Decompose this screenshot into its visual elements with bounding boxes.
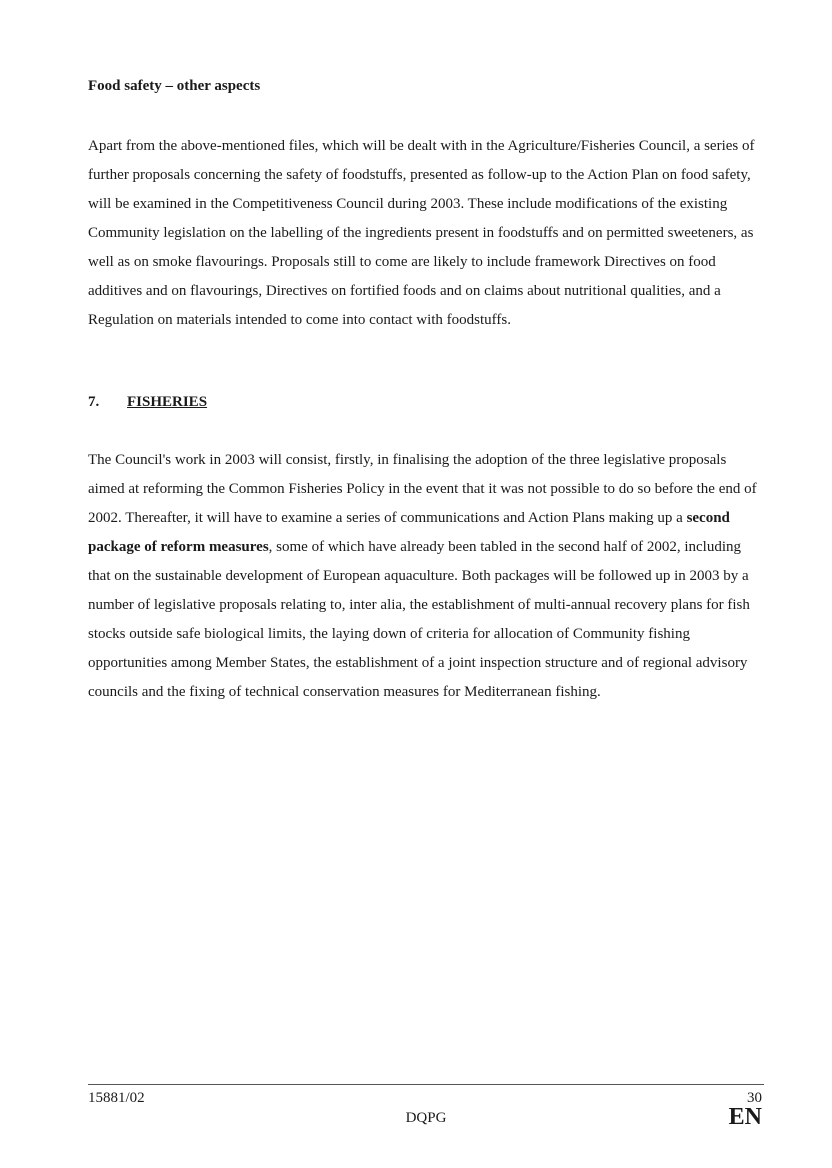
footer-divider <box>88 1084 764 1085</box>
subheading: Food safety – other aspects <box>88 78 261 94</box>
paragraph-fisheries-part2: , some of which have already been tabled in the second half of 2002, including that on the sustainable development of European aquaculture. Both packages will be followed up in 2003 by a number of legislative proposals relating to, inter alia, the establishment of multi-annual recovery plans for fish stocks outside safe biological limits, the laying down of criteria for allocation of Community fishing opportunities among Member States, the establishment of a joint inspection structure and of regional advisory councils and the fixing of technical conservation measures for Mediterranean fishing. <box>88 539 750 700</box>
paragraph-fisheries-part1: The Council's work in 2003 will consist, firstly, in finalising the adoption of the three legislative proposals aimed at reforming the Common Fisheries Policy in the event that it was not possible to do so before the end of 2002. Thereafter, it will have to examine a series of communications and Action Plans making up a <box>88 452 757 526</box>
footer-page-number: 30 <box>747 1090 762 1106</box>
footer-department: DQPG <box>405 1110 447 1126</box>
section-heading <box>88 394 207 411</box>
paragraph-fisheries <box>88 446 764 707</box>
footer-document-number: 15881/02 <box>88 1090 145 1106</box>
section-number: 7. <box>88 394 100 410</box>
footer-language: EN <box>728 1104 762 1130</box>
paragraph-food-safety: Apart from the above-mentioned files, which will be dealt with in the Agriculture/Fisheries Council, a series of further proposals concerning the safety of foodstuffs, presented as follow-up to the Action Plan on food safety, will be examined in the Competitiveness Council during 2003. These include modifications of the existing Community legislation on the labelling of the ingredients present in foodstuffs and on permitted sweeteners, as well as on smoke flavourings. Proposals still to come are likely to include framework Directives on food additives and on flavourings, Directives on fortified foods and on claims about nutritional qualities, and a Regulation on materials intended to come into contact with foodstuffs. <box>88 138 755 328</box>
paragraph-fisheries-emphasis: second package of reform measures <box>88 510 730 555</box>
section-title: FISHERIES <box>127 394 208 410</box>
